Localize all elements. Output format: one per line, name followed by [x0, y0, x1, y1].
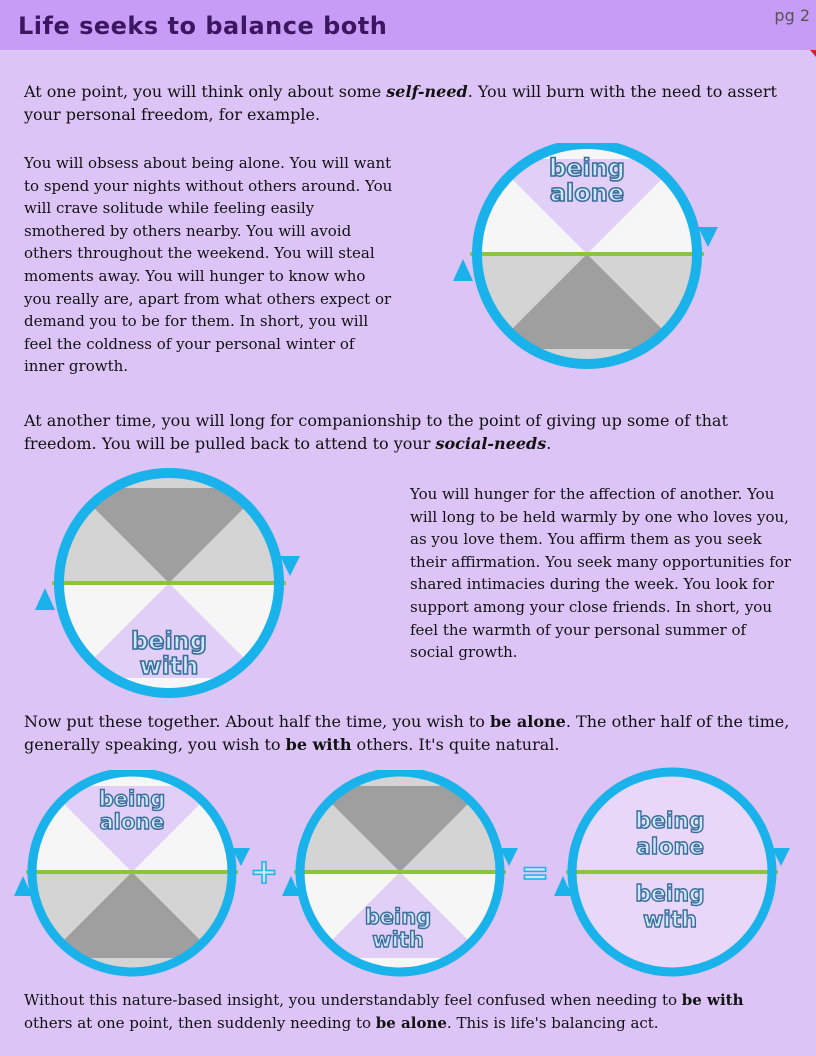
being-label: being — [635, 809, 705, 834]
corner-marker — [810, 50, 816, 57]
with-label: with — [372, 928, 424, 952]
with-label: with — [139, 652, 199, 680]
page-number: pg 2 — [774, 6, 810, 25]
small-with-wheel — [282, 770, 522, 982]
alone-label: alone — [99, 810, 165, 834]
header-bar — [0, 0, 816, 50]
being-label: being — [364, 905, 432, 929]
being-label: being — [549, 154, 625, 182]
being-with-wheel — [34, 468, 304, 702]
intro-paragraph: At one point, you will think only about some self-need. You will burn with the need to assert your personal freedom, for example. — [24, 82, 777, 124]
being-label: being — [635, 882, 705, 907]
svg-text:=: = — [520, 856, 550, 888]
being-alone-wheel — [452, 143, 722, 377]
being-label: being — [98, 787, 166, 811]
small-alone-wheel — [12, 770, 252, 982]
alone-paragraph: You will obsess about being alone. You will want to spend your nights without others around. You will crave solitude while feeling easily smothered by others nearby. You will avoid others throughout the weekend. You will steal moments away. You will hunger to know who you really are, apart from what others expect or demand you to be for them. In short, you will feel the coldness of your personal winter of inner growth. — [24, 154, 393, 376]
second-paragraph: At another time, you will long for companionship to the point of giving up some of that freedom. You will be pulled back to attend to your social-needs. — [24, 411, 728, 453]
balanced-wheel — [554, 766, 794, 982]
being-label: being — [131, 627, 207, 655]
closing-paragraph: Without this nature-based insight, you understandably feel confused when needing to be with others at one point, then suddenly needing to be alone. This is life's balancing act. — [24, 991, 744, 1032]
page-title: Life seeks to balance both — [18, 12, 388, 40]
plus-icon — [248, 856, 280, 888]
svg-text:+: + — [249, 856, 279, 888]
alone-label: alone — [549, 179, 625, 207]
with-label: with — [642, 908, 698, 933]
with-paragraph: You will hunger for the affection of another. You will long to be held warmly by one who loves you, as you love them. You affirm them as you seek their affirmation. You seek many opportunities for shared intimacies during the week. You look for support among your close friends. In short, you feel the warmth of your personal summer of social growth. — [410, 485, 792, 662]
together-paragraph: Now put these together. About half the time, you wish to be alone. The other half of the time, generally speaking, you wish to be with others. It's quite natural. — [24, 712, 790, 754]
equals-icon — [518, 856, 552, 888]
alone-label: alone — [635, 835, 705, 860]
